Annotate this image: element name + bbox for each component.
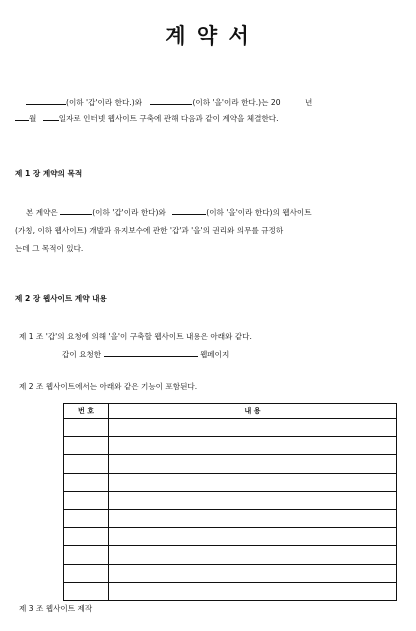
table-cell-number[interactable] — [64, 528, 109, 546]
intro-line-2 — [15, 112, 279, 124]
table-cell-content[interactable] — [109, 546, 397, 564]
intro-text: 일자로 인터넷 웹사이트 구축에 관해 다음과 같이 계약을 체결한다. — [58, 114, 279, 123]
chapter1-line-1 — [26, 206, 312, 218]
table-row — [64, 491, 397, 509]
table-cell-number[interactable] — [64, 437, 109, 455]
intro-text: (이하 '갑'이라 한다.)와 — [66, 98, 143, 107]
table-row — [64, 546, 397, 564]
table-cell-number[interactable] — [64, 509, 109, 527]
intro-line-1 — [26, 96, 312, 108]
day-blank[interactable] — [43, 112, 59, 121]
table-row — [64, 419, 397, 437]
table-cell-content[interactable] — [109, 473, 397, 491]
article-3: 제 3 조 웹사이트 제작 — [19, 604, 93, 613]
table-cell-number[interactable] — [64, 473, 109, 491]
table-row — [64, 564, 397, 582]
table-cell-number[interactable] — [64, 564, 109, 582]
table-cell-content[interactable] — [109, 528, 397, 546]
article-2: 제 2 조 웹사이트에서는 아래와 같은 기능이 포함된다. — [19, 382, 198, 391]
year-label: 년 — [304, 98, 313, 107]
table-cell-content[interactable] — [109, 582, 397, 600]
article-1: 제 1 조 '갑'의 요청에 의해 '을'이 구축할 웹사이트 내용은 아래와 같다. — [19, 332, 252, 341]
table-row — [64, 582, 397, 600]
table-cell-content[interactable] — [109, 509, 397, 527]
table-cell-number[interactable] — [64, 455, 109, 473]
function-table — [63, 403, 397, 601]
party-b-blank[interactable] — [172, 206, 206, 215]
body-text: (이하 '갑'이라 한다)와 — [92, 208, 166, 217]
article-1-sub — [62, 348, 229, 360]
body-text: 갑이 요청한 — [62, 350, 102, 359]
chapter1-heading: 제 1 장 계약의 목적 — [15, 169, 83, 178]
table-cell-number[interactable] — [64, 546, 109, 564]
intro-text: (이하 '을'이라 한다.)는 20 — [192, 98, 281, 107]
party-a-blank[interactable] — [26, 96, 66, 105]
table-row — [64, 455, 397, 473]
body-text: 웹페이지 — [199, 350, 230, 359]
table-cell-content[interactable] — [109, 455, 397, 473]
table-cell-content[interactable] — [109, 437, 397, 455]
chapter1-line-2: (가칭, 이하 웹사이트) 개발과 유지보수에 관한 '갑'과 '을'의 권리와 의무를 규정하 — [15, 226, 284, 235]
table-header-number: 번 호 — [64, 404, 109, 419]
party-a-blank[interactable] — [60, 206, 92, 215]
table-header-content: 내 용 — [109, 404, 397, 419]
party-b-blank[interactable] — [150, 96, 192, 105]
table-cell-content[interactable] — [109, 564, 397, 582]
chapter1-line-3: 는데 그 목적이 있다. — [15, 244, 84, 253]
table-row — [64, 528, 397, 546]
table-cell-number[interactable] — [64, 491, 109, 509]
table-row — [64, 437, 397, 455]
document-title: 계 약 서 — [165, 23, 251, 48]
table-cell-content[interactable] — [109, 419, 397, 437]
chapter2-heading: 제 2 장 웹사이트 계약 내용 — [15, 294, 107, 303]
table-cell-number[interactable] — [64, 582, 109, 600]
body-text: (이하 '을'이라 한다)의 웹사이트 — [206, 208, 312, 217]
month-blank[interactable] — [15, 112, 29, 121]
table-cell-content[interactable] — [109, 491, 397, 509]
table-row — [64, 509, 397, 527]
table-cell-number[interactable] — [64, 419, 109, 437]
table-row — [64, 473, 397, 491]
month-label: 월 — [29, 114, 37, 123]
page-count-blank[interactable] — [104, 348, 198, 357]
body-text: 본 계약은 — [26, 208, 58, 217]
table-header-row — [64, 404, 397, 419]
